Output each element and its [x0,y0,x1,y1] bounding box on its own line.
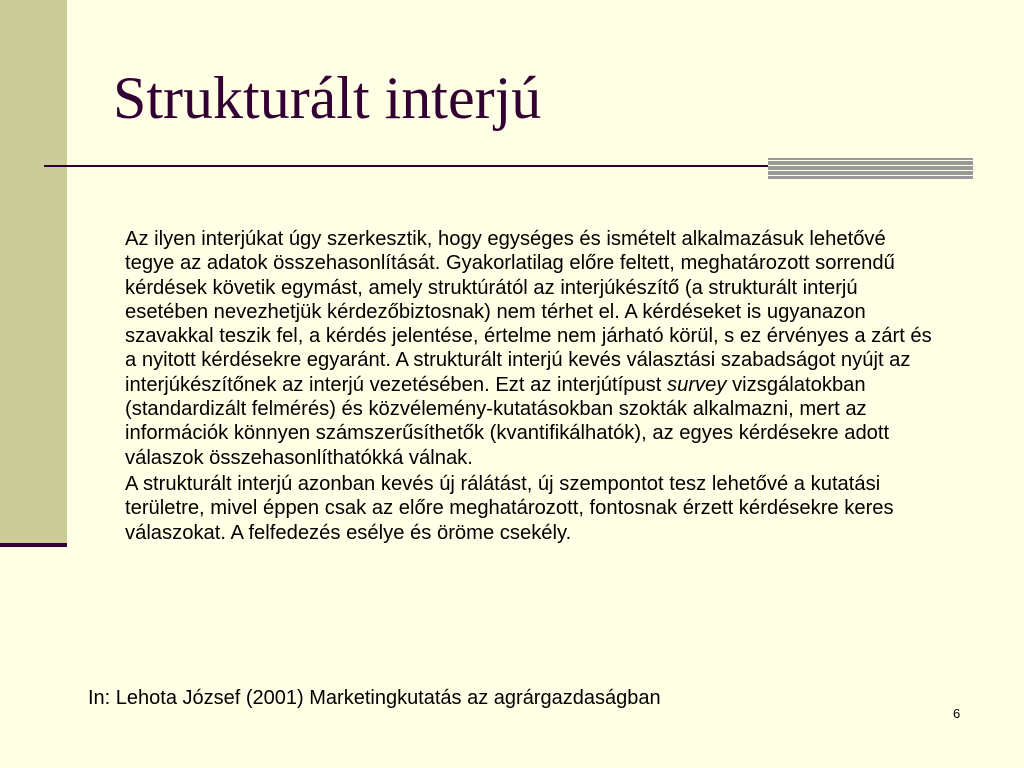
title-underline [44,165,770,167]
paragraph-1-text-start: Az ilyen interjúkat úgy szerkesztik, hogy egységes és ismételt alkalmazásuk lehetővé tegye az adatok összehasonlítását. Gyakorlatilag előre feltett, meghatározott sorrendű kérdések követik egymást, amely struktúrától az interjúkészítő (a strukturált interjú esetében nevezhetjük kérdezőbiztosnak) nem térhet el. A kérdéseket is ugyanazon szavakkal teszik fel, a kérdés jelentése, értelme nem járható körül, s ez érvényes a zárt és a nyitott kérdésekre egyaránt. A strukturált interjú kevés választási szabadságot nyújt az interjúkészítőnek az interjú vezetésében. Ezt az interjútípust [125,228,932,396]
survey-term: survey [667,373,727,396]
page-number: 6 [953,706,961,721]
paragraph-1-text-end: vizsgálatokban (standardizált felmérés) és közvélemény-kutatásokban szokták alkalmazni, mert az információk könnyen számszerűsíthetők (kvantifikálhatók), az egyes kérdésekre adott válaszok összehasonlíthatókká válnak. [125,373,890,469]
slide-title: Strukturált interjú [113,65,542,131]
title-underline-block [768,158,973,179]
source-citation: In: Lehota József (2001) Marketingkutatás az agrárgazdaságban [88,687,661,709]
slide-body [125,227,940,547]
left-bar-accent-line [0,543,67,547]
left-decorative-bar [0,0,67,544]
body-paragraph-1 [125,227,940,470]
body-paragraph-2: A strukturált interjú azonban kevés új rálátást, új szempontot tesz lehetővé a kutatási területre, mivel éppen csak az előre meghatározott, fontosnak érzett kérdésekre keres válaszokat. A felfedezés esélye és öröme csekély. [125,472,894,544]
